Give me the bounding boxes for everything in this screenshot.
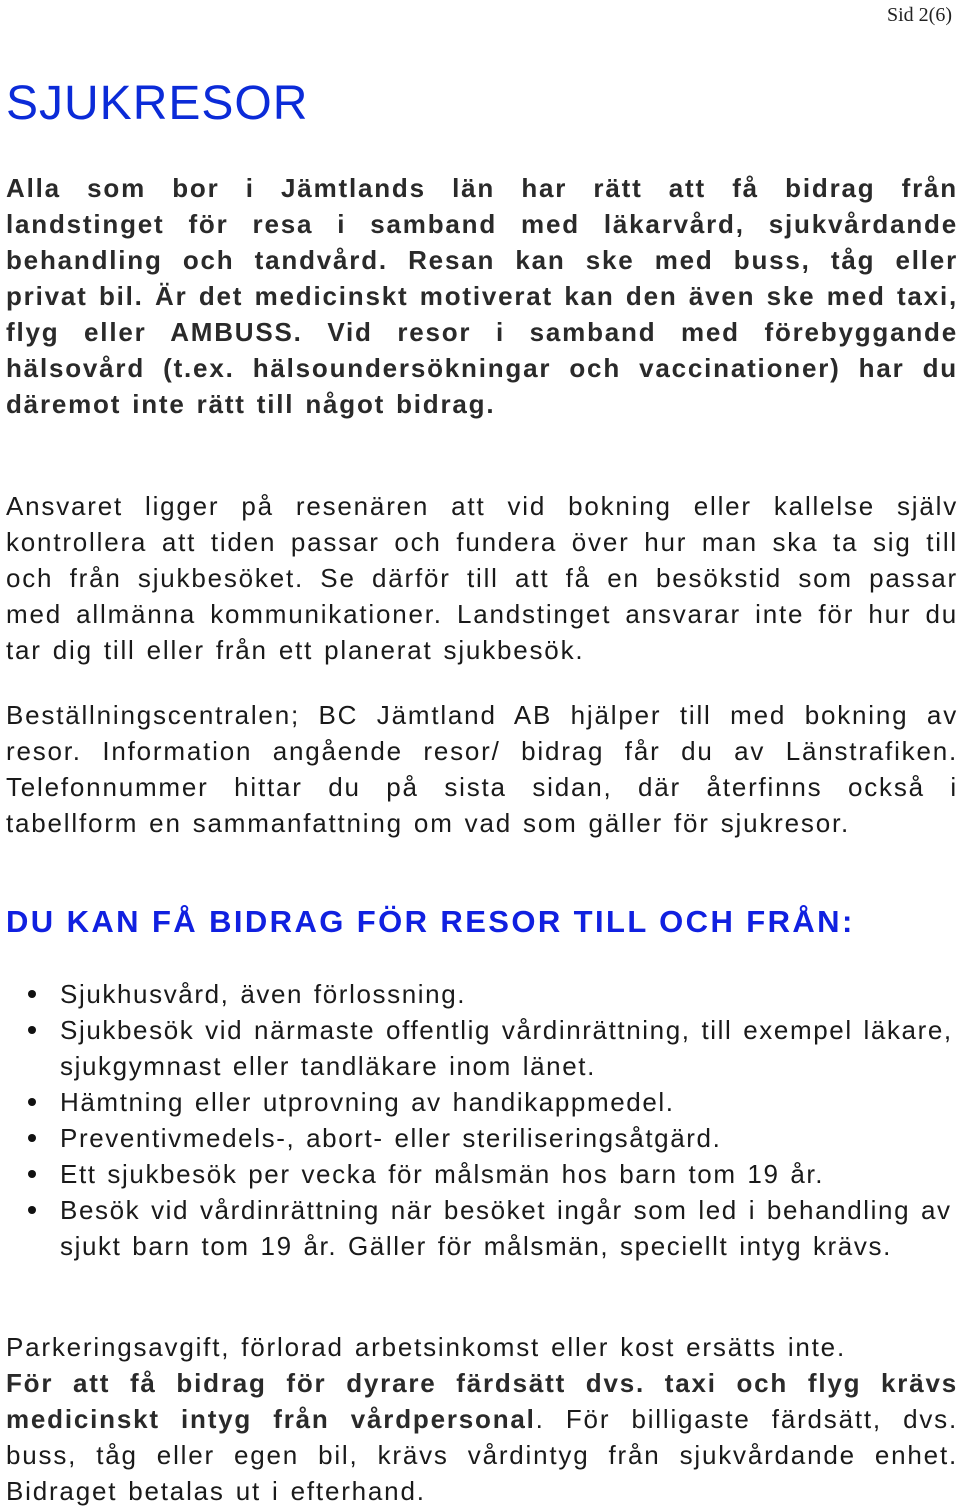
page-number: Sid 2(6): [887, 4, 952, 26]
bullet-icon: [28, 1026, 36, 1034]
closing-line: Parkeringsavgift, förlorad arbetsinkomst eller kost ersätts inte.: [6, 1332, 846, 1362]
bullet-icon: [28, 990, 36, 998]
list-item-text: Ett sjukbesök per vecka för målsmän hos barn tom 19 år.: [60, 1159, 825, 1189]
list-item: [6, 1084, 958, 1120]
list-item: [6, 1192, 958, 1264]
list-item: [6, 976, 958, 1012]
intro-paragraph: Alla som bor i Jämtlands län har rätt att få bidrag från landstinget för resa i samband med läkarvård, sjukvårdande behandling och tandvård. Resan kan ske med buss, tåg eller privat bil. Är det medicinskt motiverat kan den även ske med taxi, flyg eller AMBUSS. Vid resor i samband med förebyggande hälsovård (t.ex. hälsoundersökningar och vaccinationer) har du däremot inte rätt till något bidrag.: [6, 173, 958, 419]
list-item: [6, 1120, 958, 1156]
list-item-text: Besök vid vårdinrättning när besöket ingår som led i behandling av sjukt barn tom 19 år. Gäller för målsmän, speciellt intyg krävs.: [60, 1195, 952, 1261]
list-item: [6, 1156, 958, 1192]
bullet-icon: [28, 1134, 36, 1142]
section-heading: DU KAN FÅ BIDRAG FÖR RESOR TILL OCH FRÅN:: [6, 904, 855, 939]
responsibility-paragraph: Ansvaret ligger på resenären att vid bokning eller kallelse själv kontrollera att tiden passar och fundera över hur man ska ta sig till och från sjukbesöket. Se därför till att få en besökstid som passar med allmänna kommunikationer. Landstinget ansvarar inte för hur du tar dig till eller från ett planerat sjukbesök.: [6, 491, 958, 665]
closing-bold-text: För att få bidrag för dyrare färdsätt dvs. taxi och flyg krävs medicinskt intyg från vårdpersonal: [6, 1368, 958, 1434]
bullet-icon: [28, 1206, 36, 1214]
list-item-text: Sjukbesök vid närmaste offentlig vårdinrättning, till exempel läkare, sjukgymnast eller tandläkare inom länet.: [60, 1015, 953, 1081]
closing-paragraph: [6, 1365, 958, 1509]
page-title: SJUKRESOR: [6, 77, 309, 130]
booking-paragraph: Beställningscentralen; BC Jämtland AB hjälper till med bokning av resor. Information angående resor/ bidrag får du av Länstrafiken. Telefonnummer hittar du på sista sidan, där återfinns också i tabellform en sammanfattning om vad som gäller för sjukresor.: [6, 700, 958, 838]
list-item-text: Hämtning eller utprovning av handikappmedel.: [60, 1087, 675, 1117]
list-item-text: Preventivmedels-, abort- eller steriliseringsåtgärd.: [60, 1123, 722, 1153]
list-item-text: Sjukhusvård, även förlossning.: [60, 979, 467, 1009]
bullet-icon: [28, 1170, 36, 1178]
list-item: [6, 1012, 958, 1084]
bullet-icon: [28, 1098, 36, 1106]
bullet-list: [6, 976, 958, 1264]
closing-rest-text: . För billigaste färdsätt, dvs. buss, tåg eller egen bil, krävs vårdintyg från sjukvårdande enhet. Bidraget betalas ut i efterhand.: [6, 1404, 958, 1506]
